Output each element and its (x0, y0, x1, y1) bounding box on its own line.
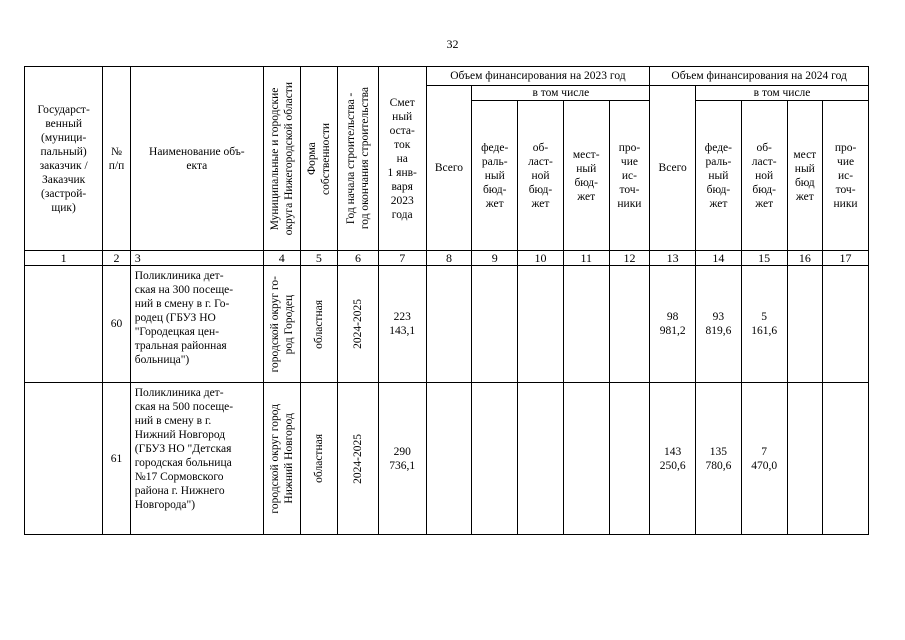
row-number: 61 (103, 383, 130, 535)
estimate-cell: 290 736,1 (378, 383, 426, 535)
header-years-line2: год окончания строительства (358, 87, 371, 230)
total-2024-cell: 98 981,2 (650, 266, 696, 383)
column-number: 17 (823, 251, 869, 266)
column-numbers-row (25, 251, 869, 266)
federal-2023-cell (472, 383, 518, 535)
header-customer: Государст- венный (муници- пальный) заказчик / Заказчик (застрой- щик) (25, 67, 103, 251)
customer-cell (25, 266, 103, 383)
object-name: Поликлиника дет- ская на 500 посеще- ний в смену в г. Нижний Новгород (ГБУЗ НО "Детская городская больница №17 Сормовского района г. Нижнего Новгорода") (130, 383, 263, 535)
years-cell (338, 266, 379, 383)
ownership-cell (300, 383, 338, 535)
column-number: 3 (130, 251, 263, 266)
district-line1: городской округ го- (268, 275, 281, 373)
column-number: 9 (472, 251, 518, 266)
column-number: 7 (378, 251, 426, 266)
ownership-value: областная (312, 299, 325, 349)
other-2024-cell (823, 383, 869, 535)
column-number: 12 (609, 251, 650, 266)
total-2023-cell (426, 383, 472, 535)
column-number: 6 (338, 251, 379, 266)
district-cell (263, 383, 300, 535)
district-line2: Нижний Новгород (282, 413, 295, 504)
header-including-2024: в том числе (696, 86, 869, 101)
column-number: 11 (563, 251, 609, 266)
local-2024-cell (787, 266, 823, 383)
header-regional-2024: об- ласт- ной бюд- жет (741, 101, 787, 251)
regional-2024-cell: 7 470,0 (741, 383, 787, 535)
financing-table (24, 66, 869, 535)
column-number: 13 (650, 251, 696, 266)
header-federal-2024: феде- раль- ный бюд- жет (696, 101, 742, 251)
column-number: 1 (25, 251, 103, 266)
header-total-2024: Всего (650, 86, 696, 251)
header-other-2023: про- чие ис- точ- ники (609, 101, 650, 251)
customer-cell (25, 383, 103, 535)
header-regional-2023: об- ласт- ной бюд- жет (518, 101, 564, 251)
district-line1: городской округ город (268, 403, 281, 514)
local-2023-cell (563, 266, 609, 383)
local-2024-cell (787, 383, 823, 535)
header-financing-2024: Объем финансирования на 2024 год (650, 67, 869, 86)
local-2023-cell (563, 383, 609, 535)
header-district-line1: Муниципальные и городские (268, 87, 281, 230)
header-local-2023: мест- ный бюд- жет (563, 101, 609, 251)
column-number: 2 (103, 251, 130, 266)
header-total-2023: Всего (426, 86, 472, 251)
header-years-line1: Год начала строительства - (344, 92, 357, 225)
other-2023-cell (609, 266, 650, 383)
header-other-2024: про- чие ис- точ- ники (823, 101, 869, 251)
years-value: 2024-2025 (351, 433, 364, 484)
district-line2: род Городец (282, 294, 295, 354)
other-2023-cell (609, 383, 650, 535)
header-ownership-line2: собственности (319, 122, 332, 195)
column-number: 5 (300, 251, 338, 266)
estimate-cell: 223 143,1 (378, 266, 426, 383)
regional-2023-cell (518, 266, 564, 383)
district-cell (263, 266, 300, 383)
row-number: 60 (103, 266, 130, 383)
header-financing-2023: Объем финансирования на 2023 год (426, 67, 650, 86)
column-number: 8 (426, 251, 472, 266)
header-federal-2023: феде- раль- ный бюд- жет (472, 101, 518, 251)
total-2023-cell (426, 266, 472, 383)
ownership-cell (300, 266, 338, 383)
regional-2023-cell (518, 383, 564, 535)
header-object-name: Наименование объ- екта (130, 67, 263, 251)
page-number: 32 (446, 37, 459, 51)
header-number: № п/п (103, 67, 130, 251)
header-ownership-line1: Форма (305, 142, 318, 175)
header-local-2024: мест ный бюд жет (787, 101, 823, 251)
header-ownership (300, 67, 338, 251)
header-estimate: Смет ный оста- ток на 1 янв- варя 2023 года (378, 67, 426, 251)
header-years (338, 67, 379, 251)
federal-2024-cell: 135 780,6 (696, 383, 742, 535)
header-row-top (25, 67, 869, 86)
column-number: 4 (263, 251, 300, 266)
table-row (25, 383, 869, 535)
federal-2024-cell: 93 819,6 (696, 266, 742, 383)
total-2024-cell: 143 250,6 (650, 383, 696, 535)
column-number: 16 (787, 251, 823, 266)
table-row (25, 266, 869, 383)
years-value: 2024-2025 (351, 299, 364, 349)
column-number: 15 (741, 251, 787, 266)
header-district-line2: округа Нижегородской области (282, 81, 295, 236)
header-district (263, 67, 300, 251)
column-number: 14 (696, 251, 742, 266)
header-including-2023: в том числе (472, 86, 650, 101)
object-name: Поликлиника дет- ская на 300 посеще- ний в смену в г. Го- родец (ГБУЗ НО "Городецкая цен- тральная районная больница") (130, 266, 263, 383)
other-2024-cell (823, 266, 869, 383)
column-number: 10 (518, 251, 564, 266)
years-cell (338, 383, 379, 535)
ownership-value: областная (312, 434, 325, 483)
regional-2024-cell: 5 161,6 (741, 266, 787, 383)
federal-2023-cell (472, 266, 518, 383)
